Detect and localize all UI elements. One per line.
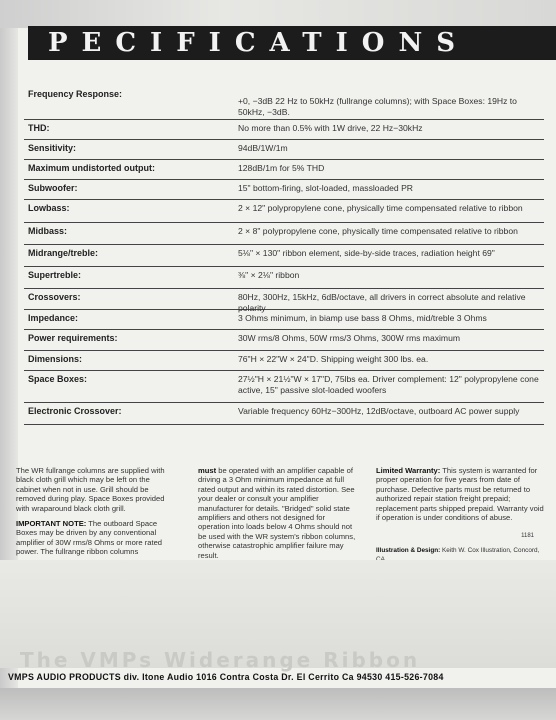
spec-label: Sensitivity: [28, 143, 77, 153]
spec-label: Maximum undistorted output: [28, 163, 155, 173]
amplifier-note [198, 466, 356, 560]
spec-value: 2 × 12" polypropylene cone, physically time compensated relative to ribbon [238, 203, 523, 213]
spec-value: 76"H × 22"W × 24"D. Shipping weight 300 lbs. ea. [238, 354, 429, 364]
warranty-text: This system is warranted for proper operation for five years from date of purchase. Defective parts must be returned to authorized repair station freight prepaid; replacement parts shipped prepaid. Warranty void if operation is under conditions of abuse. [376, 466, 544, 523]
spec-row [24, 86, 544, 120]
notes-column-2 [198, 466, 356, 566]
spec-value: +0, −3dB 22 Hz to 50kHz (fullrange columns); with Space Boxes: 19Hz to 50kHz, −3dB. [238, 96, 517, 117]
spec-label: Dimensions: [28, 354, 83, 364]
spec-label: Crossovers: [28, 292, 81, 302]
must-word: must [198, 466, 217, 475]
spec-row [24, 245, 544, 267]
spec-value: No more than 0.5% with 1W drive, 22 Hz−30kHz [238, 123, 423, 133]
notes-column-3 [376, 466, 544, 571]
important-note-text: The outboard Space Boxes may be driven by any conventional amplifier of 30W rms/8 Ohms or more rated power. The fullrange ribbon columns [16, 519, 163, 557]
amplifier-note-text: be operated with an amplifier capable of driving a 3 Ohm minimum impedance at full rated output and within its rated distortion. See your dealer or consult your amplifier manufacturer for details. "Bridged" solid state amplifiers and others not designed for operation into loads below 4 Ohms should not be used with the WR system's ribbon columns, otherwise catastrophic amplifier failure may result. [198, 466, 356, 560]
spec-value: 94dB/1W/1m [238, 143, 288, 153]
spec-label: THD: [28, 123, 50, 133]
spec-row [24, 351, 544, 371]
warranty-label: Limited Warranty: [376, 466, 441, 475]
spec-label: Electronic Crossover: [28, 406, 122, 416]
spec-row [24, 330, 544, 351]
spec-row [24, 140, 544, 160]
specifications-banner [28, 26, 556, 60]
important-note-label: IMPORTANT NOTE: [16, 519, 87, 529]
spec-label: Midbass: [28, 226, 68, 236]
document-code: 1181 [521, 533, 534, 540]
spec-label: Space Boxes: [28, 374, 88, 384]
spec-label: Supertreble: [28, 270, 82, 280]
bleed-through-text: The VMPs Widerange Ribbon [20, 648, 421, 672]
spec-value: 2 × 8" polypropylene cone, physically time compensated relative to ribbon [238, 226, 518, 236]
spec-row [24, 289, 544, 313]
spec-row [24, 120, 544, 140]
spec-row [24, 403, 544, 425]
spec-value: 5⅛" × 130" ribbon element, side-by-side traces, radiation height 69" [238, 248, 495, 258]
spec-value: 27½"H × 21½"W × 17"D, 75lbs ea. Driver complement: 12" polypropylene cone active, 15" passive slot-loaded woofers [238, 374, 539, 395]
spec-value: ⅜" × 2⅛" ribbon [238, 270, 300, 280]
spec-row [24, 371, 544, 403]
spec-row [24, 180, 544, 200]
spec-label: Impedance: [28, 313, 79, 323]
spec-value: 128dB/1m for 5% THD [238, 163, 325, 173]
design-credit-text: Keith W. Cox Illustration, Concord, [442, 546, 540, 554]
scan-top-edge [0, 0, 556, 28]
important-note [16, 519, 176, 557]
spec-row [24, 200, 544, 223]
warranty-note [376, 466, 544, 522]
banner-title: PECIFICATIONS [48, 28, 469, 58]
notes-column-1 [16, 466, 176, 563]
spec-value: 15" bottom-firing, slot-loaded, massloaded PR [238, 183, 414, 193]
spec-row [24, 160, 544, 180]
spec-label: Frequency Response: [28, 89, 123, 99]
spec-label: Subwoofer: [28, 183, 78, 193]
spec-value: 80Hz, 300Hz, 15kHz, 6dB/octave, all drivers in correct absolute and relative polarity [238, 292, 526, 313]
spec-value: 30W rms/8 Ohms, 50W rms/3 Ohms, 300W rms maximum [238, 333, 461, 343]
design-credit-label: Illustration & Design: [376, 546, 441, 554]
spec-value: Variable frequency 60Hz−300Hz, 12dB/octave, outboard AC power supply [238, 406, 520, 416]
specs-table [24, 86, 544, 425]
scan-bottom-edge [0, 688, 556, 720]
company-footer: VMPS AUDIO PRODUCTS div. Itone Audio 1016 Contra Costa Dr. El Cerrito Ca 94530 415-526-7084 [8, 672, 444, 682]
spec-value: 3 Ohms minimum, in biamp use bass 8 Ohms, mid/treble 3 Ohms [238, 313, 487, 323]
spec-row [24, 267, 544, 289]
spec-row [24, 310, 544, 330]
spec-label: Power requirements: [28, 333, 118, 343]
spec-label: Midrange/treble: [28, 248, 99, 258]
spec-row [24, 223, 544, 245]
spec-label: Lowbass: [28, 203, 70, 213]
grill-note: The WR fullrange columns are supplied with black cloth grill which may be left on the cabinet when not in use. Grill should be removed during play. Space Boxes provided with wraparound black cloth grill. [16, 466, 165, 513]
